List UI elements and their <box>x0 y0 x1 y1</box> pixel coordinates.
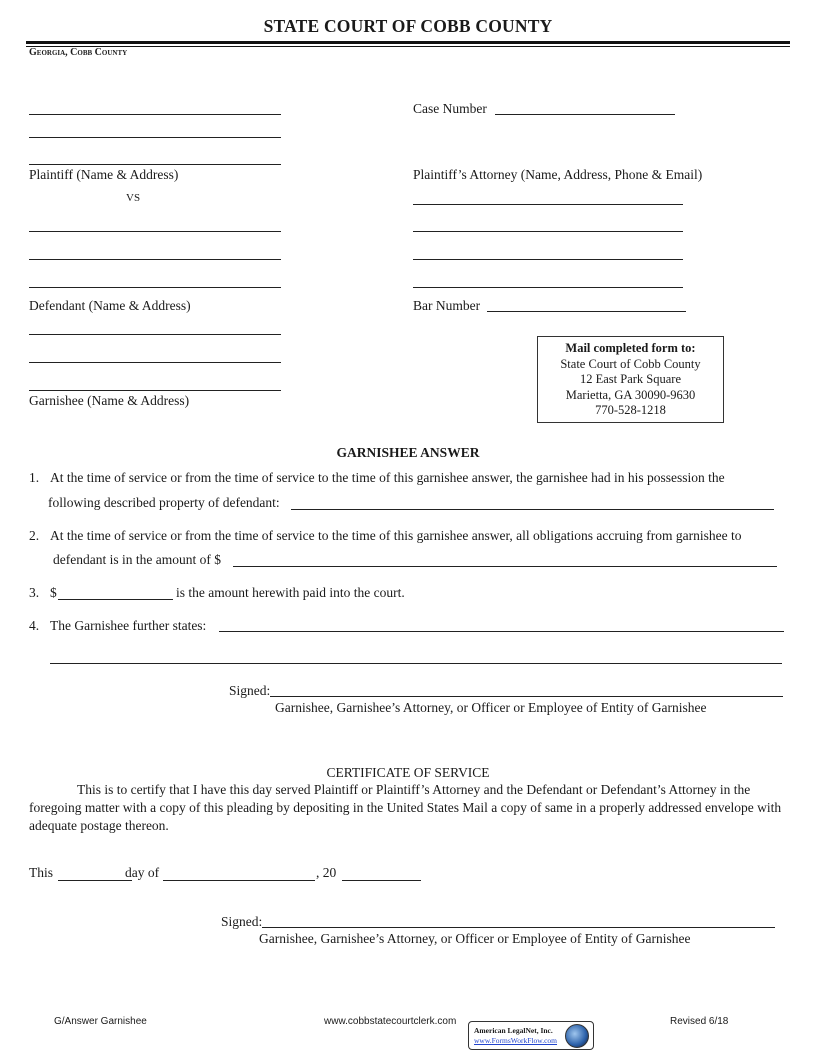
page-subtitle: Georgia, Cobb County <box>29 47 128 58</box>
item-2-text-line-2: defendant is in the amount of $ <box>53 552 221 567</box>
footer-form-id: G/Answer Garnishee <box>54 1016 147 1027</box>
answer-signed-label: Signed: <box>229 683 271 698</box>
plaintiff-label: Plaintiff (Name & Address) <box>29 167 179 182</box>
mail-to-line-2: 12 East Park Square <box>579 372 682 386</box>
plaintiff-line-2[interactable] <box>29 137 281 138</box>
footer-revised: Revised 6/18 <box>670 1016 729 1027</box>
answer-heading: GARNISHEE ANSWER <box>336 445 480 460</box>
globe-icon <box>565 1024 589 1048</box>
item-3-amount-field[interactable] <box>58 599 173 600</box>
item-4-text: The Garnishee further states: <box>50 618 207 633</box>
logo-website: www.FormsWorkFlow.com <box>474 1036 558 1045</box>
garnishee-label: Garnishee (Name & Address) <box>29 393 190 408</box>
certificate-body: This is to certify that I have this day served Plaintiff or Plaintiff’s Attorney and the Defendant or Defendant’s Attorney in the foregoing matter with a copy of this pleading by depositing in the United States Mail a copy of same in a properly addressed envelope with adequate postage thereon. <box>29 782 782 833</box>
footer-website[interactable]: www.cobbstatecourtclerk.com <box>324 1016 457 1027</box>
item-3-number: 3. <box>29 585 40 600</box>
attorney-label: Plaintiff’s Attorney (Name, Address, Phone & Email) <box>413 167 703 182</box>
legalnet-logo[interactable] <box>468 1021 594 1050</box>
item-3-text: is the amount herewith paid into the court. <box>176 585 405 600</box>
garnishee-line-3[interactable] <box>29 390 281 391</box>
item-4-number: 4. <box>29 618 40 633</box>
defendant-line-1[interactable] <box>29 231 281 232</box>
logo-company-name: American LegalNet, Inc. <box>474 1026 553 1035</box>
plaintiff-line-3[interactable] <box>29 164 281 165</box>
attorney-line-1[interactable] <box>413 204 683 205</box>
page-title: STATE COURT OF COBB COUNTY <box>263 16 553 36</box>
this-label: This <box>29 865 54 880</box>
item-2-amount-field[interactable] <box>233 566 777 567</box>
bar-number-field[interactable] <box>487 311 686 312</box>
item-2-text-line-1: At the time of service or from the time of service to the time of this garnishee answer, all obligations accruing from garnishee to <box>50 528 742 543</box>
defendant-label: Defendant (Name & Address) <box>29 298 191 313</box>
plaintiff-line-1[interactable] <box>29 114 281 115</box>
item-3-dollar: $ <box>50 585 57 600</box>
day-field[interactable] <box>58 880 132 881</box>
mail-to-line-1: State Court of Cobb County <box>560 356 701 371</box>
year-field[interactable] <box>342 880 421 881</box>
item-1-property-field[interactable] <box>291 509 774 510</box>
item-2-number: 2. <box>29 528 40 543</box>
certificate-signer-caption: Garnishee, Garnishee’s Attorney, or Officer or Employee of Entity of Garnishee <box>259 931 691 946</box>
item-4-statement-line-2[interactable] <box>50 663 782 664</box>
answer-signer-caption: Garnishee, Garnishee’s Attorney, or Officer or Employee of Entity of Garnishee <box>275 700 707 715</box>
garnishee-line-1[interactable] <box>29 334 281 335</box>
case-number-label: Case Number <box>413 101 487 116</box>
certificate-signed-label: Signed: <box>221 914 263 929</box>
mail-to-line-3: Marietta, GA 30090-9630 <box>565 387 696 402</box>
certificate-signature-field[interactable] <box>262 927 775 928</box>
item-4-statement-line-1[interactable] <box>219 631 784 632</box>
certificate-heading: CERTIFICATE OF SERVICE <box>326 765 490 780</box>
attorney-line-3[interactable] <box>413 259 683 260</box>
garnishee-line-2[interactable] <box>29 362 281 363</box>
defendant-line-3[interactable] <box>29 287 281 288</box>
header-rule-thick <box>26 41 790 44</box>
case-number-field[interactable] <box>495 114 675 115</box>
mail-to-box <box>537 336 724 423</box>
day-of-label: day of <box>125 865 160 880</box>
attorney-line-2[interactable] <box>413 231 683 232</box>
attorney-line-4[interactable] <box>413 287 683 288</box>
item-1-text-line-2: following described property of defendant: <box>48 495 280 510</box>
mail-to-heading: Mail completed form to: <box>565 341 696 355</box>
defendant-line-2[interactable] <box>29 259 281 260</box>
month-field[interactable] <box>163 880 315 881</box>
answer-signature-field[interactable] <box>270 696 783 697</box>
versus-label: VS <box>126 192 141 204</box>
bar-number-label: Bar Number <box>413 298 481 313</box>
item-1-number: 1. <box>29 470 40 485</box>
year-prefix: , 20 <box>316 865 337 880</box>
item-1-text-line-1: At the time of service or from the time of service to the time of this garnishee answer, the garnishee had in his possession the <box>50 470 725 485</box>
header-rule-thin <box>26 46 790 47</box>
mail-to-phone: 770-528-1218 <box>595 403 666 417</box>
